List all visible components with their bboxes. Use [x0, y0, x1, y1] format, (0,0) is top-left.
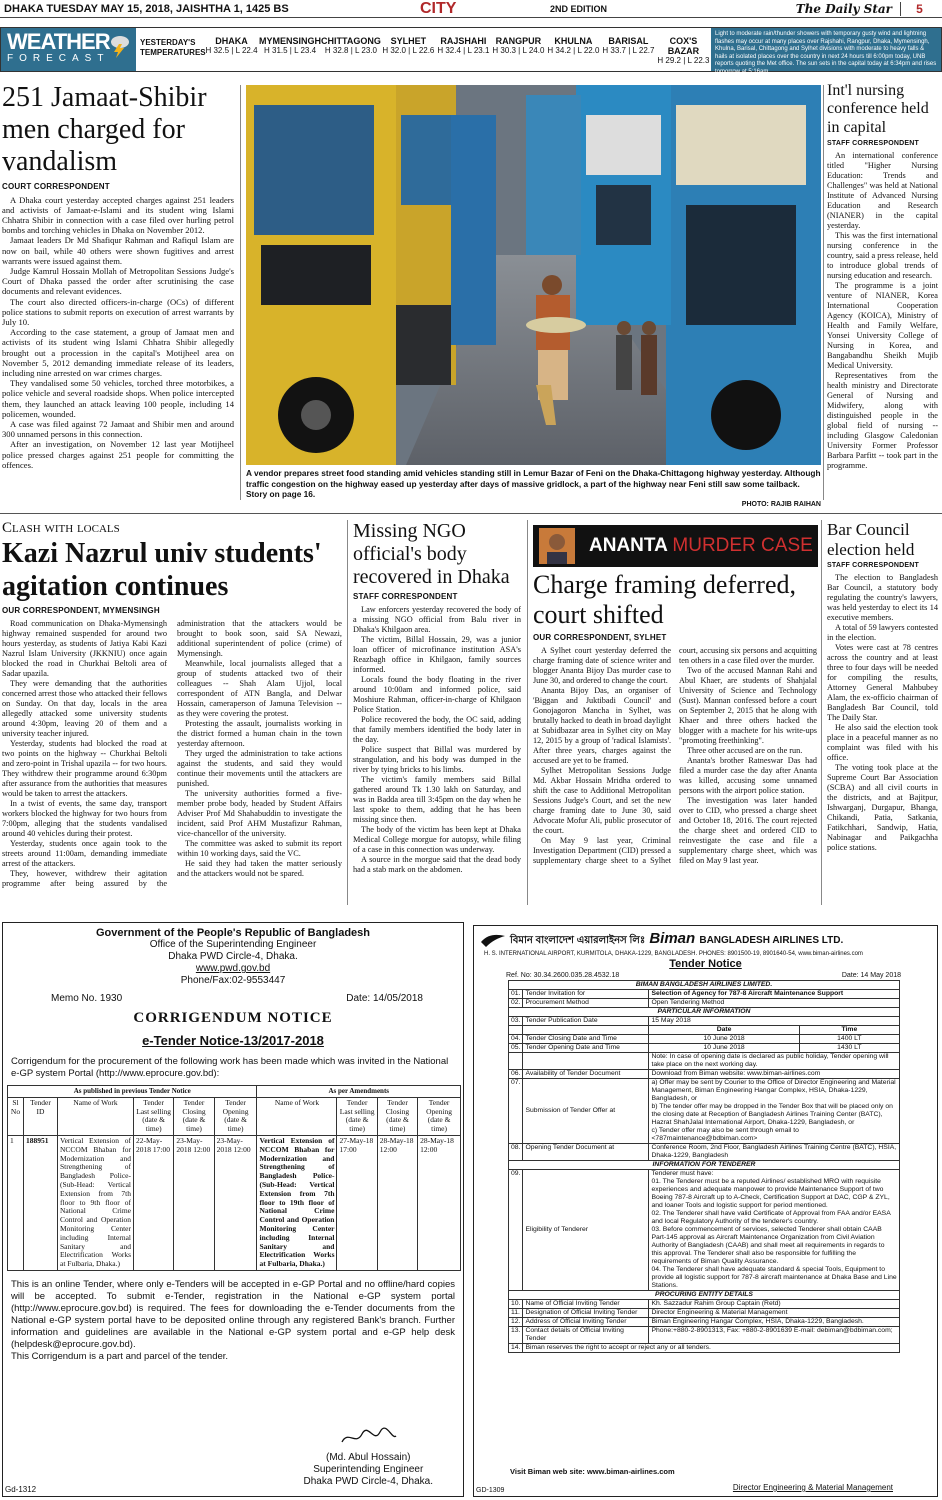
notice-title: CORRIGENDUM NOTICE	[133, 1010, 333, 1026]
newspaper-name: The Daily Star	[795, 1, 892, 16]
photo-credit: PHOTO: RAJIB RAIHAN	[741, 500, 821, 508]
weather-city: BARISAL H 33.7 | L 22.7	[602, 36, 655, 55]
banner-label: ANANTA MURDER CASE	[589, 535, 813, 556]
biman-name: বিমান বাংলাদেশ এয়ারলাইনস লিঃ Biman BANGLADESH AIRLINES LTD.	[510, 930, 844, 947]
table-row: 1 188951 Vertical Extension of NCCOM Bhaban for Modernization and Strengthening of Bangladesh Police- (Sub-Head: Vertical Extension from 7th floor to 9th floor of National Crime Control and Operation Monitoring Center including Internal Sanitary and Electrification Works at Fulbaria, Dhaka.) 22-May-2018 17:00 23-May-2018 12:00 23-May-2018 12:00 Vertical Extension of NCCOM Bhaban for Modernization and Strengthening of Bangladesh Police- (Sub-Head: Vertical Extension from 7th floor to 19th floor of National Crime Control and Operation Monitoring Center including Internal Sanitary and Electrification Works at Fulbaria, Dhaka.) 27-May-18 17:00 28-May-18 12:00 28-May-18 12:00	[8, 1135, 461, 1270]
photo-caption: A vendor prepares street food standing amid vehicles standing still in Lemur Bazar of Feni on the Dhaka-Chittagong highway yesterday. Although traffic congestion on the highway eased up yesterday after days of massive gridlock, a part of the highway near Feni still saw some tailback. Story on page 16. PHOTO: RAJIB RAIHAN	[246, 468, 821, 510]
column-rule	[347, 520, 348, 905]
issuer-block: Government of the People's Republic of Bangladesh Office of the Superintending Engineer Dhaka PWD Circle-4, Dhaka. www.pwd.gov.bd Phone/Fax:02-9553447	[3, 927, 463, 987]
story-missing-ngo-official	[353, 520, 521, 905]
kicker: Clash with locals	[2, 520, 120, 536]
page-header	[0, 0, 942, 18]
weather-city: CHITTAGONG H 32.8 | L 23.0	[321, 36, 381, 55]
weather-forecast-bar	[0, 27, 942, 75]
handwritten-signature	[338, 1426, 398, 1448]
byline: STAFF CORRESPONDENT	[827, 140, 919, 148]
weather-title: WEATHER	[7, 29, 110, 54]
weather-subtitle: FORECAST	[7, 53, 110, 64]
biman-website-link[interactable]: Visit Biman web site: www.biman-airlines.com	[510, 1467, 675, 1476]
byline: STAFF CORRESPONDENT	[827, 562, 919, 570]
notice-title: Tender Notice	[669, 958, 742, 970]
byline: OUR CORRESPONDENT, SYLHET	[533, 632, 667, 642]
weather-city: KHULNA H 34.2 | L 22.0	[547, 36, 600, 55]
headline: Int'l nursing conference held in capital	[827, 82, 929, 136]
biman-logo-icon	[480, 932, 506, 948]
article-body: An international conference titled "Higher Nursing Education: Trends and Challenges" was held at National Institute of Advanced Nursing Education and Research (NIANER) in the capital yesterday. This was the first international nursing conference in the country, said a press release, held to introduce global trends of nursing education and research. The programme is a joint venture of NIANER, Korea International Cooperation Agency (KOICA), Ministry of Health and Family Welfare, Yonsei University College of Nursing in Korea, and Bangabandhu Sheikh Mujib Medical University. Representatives from the health ministry and Directorate General of Nursing and Midwifery, along with distinguished people in the global field of nursing -- including Glasgow Caledonian University Former Professor Barbara Parfitt -- took part in the programme.	[827, 151, 938, 471]
memo-line	[3, 987, 463, 1004]
story-jamaat-shibir	[2, 82, 234, 507]
weather-logo	[1, 28, 136, 71]
portrait-photo	[539, 528, 575, 564]
highway-traffic-image	[246, 85, 821, 465]
ananta-murder-case-banner	[533, 525, 818, 567]
biman-address: H. S. INTERNATIONAL AIRPORT, KURMITOLA, DHAKA-1229, BANGLADESH. PHONES: 8901500-19, 8901640-54, www.biman-airlines.com	[484, 951, 863, 957]
dateline: DHAKA TUESDAY MAY 15, 2018, JAISHTHA 1, 1425 BS	[4, 2, 289, 15]
story-ananta-murder-case	[533, 570, 817, 910]
column-rule	[527, 520, 528, 905]
byline: STAFF CORRESPONDENT	[353, 592, 458, 601]
notice-intro: Corrigendum for the procurement of the following work has been made which was invited in the National e-GP system Portal (http://www.eprocure.gov.bd):	[11, 1056, 449, 1079]
weather-city: SYLHET H 32.0 | L 22.6	[382, 36, 435, 55]
pwd-website-link[interactable]: www.pwd.gov.bd	[195, 963, 271, 974]
news-photo-highway	[246, 85, 821, 465]
byline: COURT CORRESPONDENT	[2, 181, 110, 191]
headline: 251 Jamaat-Shibir men charged for vandalism	[2, 82, 207, 178]
headline: Bar Council election held	[827, 520, 915, 559]
byline: OUR CORRESPONDENT, MYMENSINGH	[2, 606, 160, 616]
article-body: The election to Bangladesh Bar Council, a statutory body regulating the country's lawyers, was held yesterday to elect its 14 executive members. A total of 59 lawyers contested in the election. Votes were cast at 78 centres across the country and at least three to four days will be needed for compiling the results, Attorney General Mahbubey Alam, the ex-officio chairman of Bangladesh Bar Council, told The Daily Star. He also said the election took place in a peaceful manner as no complaint was filed with his office. The voting took place at the Supreme Court Bar Association (SCBA) and all civil courts in the districts, and at Bajitpur, Ishwarganj, Durgapur, Bhanga, Chikandi, Patia, Satkania, Fatikchhari, Sandwip, Hatia, Nabinagar and Paikgachha police stations.	[827, 573, 938, 853]
section-divider	[0, 513, 942, 514]
tender-amendment-table: As published in previous Tender Notice As per Amendments Sl No Tender ID Name of Work Tender Last selling (date & time) Tender Closing (date & time) Tender Opening (date & time) Name of Work Tender Last selling (date & time) Tender Closing (date & time) Tender Opening (date & time) 1 188951 Vertical Extension of NCCOM Bhaban for Modernization and Strengthening of Bangladesh Police- (Sub-Head: Vertical Extension from 7th floor to 9th floor of National Crime Control and Operation Monitoring Center including Internal Sanitary and Electrification Works at Fulbaria, Dhaka.) 22-May-2018 17:00 23-May-2018 12:00 23-May-2018 12:00 Vertical Extension of NCCOM Bhaban for Modernization and Strengthening of Bangladesh Police- (Sub-Head: Vertical Extension from 7th floor to 19th floor of National Crime Control and Operation Monitoring Center including Internal Sanitary and Electrification Works at Fulbaria, Dhaka.) 27-May-18 17:00 28-May-18 12:00 28-May-18 12:00	[7, 1085, 461, 1271]
headline: Kazi Nazrul univ students' agitation continues	[2, 538, 322, 603]
article-body: A Sylhet court yesterday deferred the charge framing date of science writer and blogger Ananta Bijoy Das murder case to June 30, and ordered to change the court. Ananta Bijoy Das, an organiser of 'Biggan and Juktibadi Council' and Gonojagoron Mancha in Sylhet, was brutally hacked to death in broad daylight at Subidbazar area in Sylhet city on May 12, 2015 by a group of 'radical Islamists'. After three years, charges against the accused are yet to be framed. Sylhet Metropolitan Sessions Judge Md. Akbar Hossain Mridha ordered to shift the case to Additional Metropolitan Sessions Judge's Court, and set the new charge framing date to June 30, said Advocate Mofur Ali, public prosecutor of the court. On May 9 last year, Criminal Investigation Department (CID) pressed a supplementary charge sheet to a Sylhet court, accusing six persons and acquitting ten others in a case filed over the murder. Two of the accused Mannan Rahi and Abul Khaer, are students of Shahjalal University of Science and Technology (Sust). Mannan confessed before a court on September 2, 2015 that he along with Khaer and three others hacked the blogger with a machete for his write-ups "promoting freethinking". Three other accused are on the run. Ananta's brother Ratneswar Das had filed a murder case the day after Ananta was killed, accusing some unnamed persons with the airport police station. The investigation was later handed over to CID, who pressed a charge sheet and October 18, 2016. The court rejected the charge sheet and ordered CID to reinvestigate the case and file a supplementary charge sheet, which was filed on May 9 last year.	[533, 645, 817, 865]
weather-city: COX'S BAZAR H 29.2 | L 22.3	[657, 36, 710, 65]
weather-label: YESTERDAY'S TEMPERATURES	[140, 38, 206, 57]
weather-city: DHAKA H 32.5 | L 22.4	[205, 36, 258, 55]
story-kazi-nazrul	[2, 520, 342, 905]
tender-notice-number: e-Tender Notice-13/2017-2018	[142, 1033, 324, 1048]
article-body: Law enforcers yesterday recovered the body of a missing NGO official from Balu river in Dhaka's Khilgaon area. The victim, Billal Hossain, 29, was a junior loan officer of microfinance institution ASA's Reazbagh office in Khilgaon, family sources informed. Locals found the body floating in the river around 10:00am and informed police, said Moshiure Rahman, officer-in-charge of Khilgaon Police Station. Police recovered the body, the OC said, adding that family members identified the body later in the day. Police suspect that Billal was murdered by strangulation, and his body was dumped in the river by tying bricks to his limbs. The victim's family members said Billal gathered around Tk 1.30 lakh on Saturday, and was in Badda area till 3:45pm on the day when he last spoke to them, adding that he has been missing since then. The body of the victim has been kept at Dhaka Medical College morgue for autopsy, while filing of a case in this connection was underway. A source in the morgue said that the dead body had a stab mark on the abdomen.	[353, 605, 521, 874]
notice-terms: This is an online Tender, where only e-Tenders will be accepted in e-GP Portal and no offline/hard copies will be accepted. To submit e-Tender, registration in the National e-GP system portal (http://www.eprocure.gov.bd) is required. The fees for downloading the e-Tender documents from the National e-GP system portal have to be deposited online through any registered Bank's branch. Further information and guidelines are available in the National e-GP system portal and e-GP help desk (helpdesk@eprocure.gov.bd). This Corrigendum is a part and parcel of the tender.	[11, 1278, 455, 1362]
weather-city: RAJSHAHI H 32.4 | L 23.1	[437, 36, 490, 55]
article-body: A Dhaka court yesterday accepted charges against 251 leaders and activists of Jamaat-e-Islami and its student wing Islami Chhatra Shibir in connection with a case filed over hurling petrol bombs and torching vehicles in Dhaka on November 2012. Jamaat leaders Dr Md Shafiqur Rahman and Rafiqul Islam are now on bail, while 40 others were shown fugitives and arrest warrants were issued against them. Judge Kamrul Hossain Mollah of Metropolitan Sessions Judge's Court of Dhaka passed the order after scrutinising the case documents and relevant evidences. The court also directed officers-in-charge (OCs) of different police stations to submit reports on execution of arrest warrants by July 10. According to the case statement, a group of Jamaat men and activists of its student wing Islami Chhatra Shibir allegedly brought out a procession in the capital's Motijheel area on November 5, 2012 demanding immediate release of its leaders, including nine arrested on war crimes charges. They vandalised some 50 vehicles, torched three motorbikes, a police vehicle and several roadside shops. When police intercepted them, they launched an attack leaving 100 people, including 14 policemen, wounded. A case was filed against 72 Jamaat and Shibir men and around 300 unnamed persons in this connection. After an investigation, on November 12 last year Motijheel police pressed charges against 251 people for committing the offences.	[2, 194, 234, 470]
article-body: Road communication on Dhaka-Mymensingh highway remained suspended for around two hours yesterday, as students of Jatiya Kabi Kazi Nazrul Islam University (JKKNIU) once again blocked the road in Churkhai Beltoli area of Sadar upazila. They were demanding that the authorities concerned arrest those who attacked their fellows on Sunday. On that day, locals in the area allegedly attacked some university students around 4:30pm, leaving 20 of them and a university teacher injured. Yesterday, students had blocked the road at two points on the highway -- Churkhai Beltoli and zero-point in Trishal upazila -- for two hours. They withdrew their programme around 6:30pm after assurance from the authorities that measures would be taken to arrest the attackers. In a twist of events, the same day, transport workers blocked the highway for two hours from 7:00pm, alleging that the students vandalised around 40 vehicles during their protest. Yesterday, students once again took to the streets around 11:00am, demanding immediate arrest of the attackers. They, however, withdrew their agitation programme after being assured by the administration that the attackers would be brought to book soon, said SA Newazi, additional superintendent of police (crime) of Mymensingh. Meanwhile, local journalists alleged that a group of students attacked two of their colleagues -- Shah Alam Ujjol, local correspondent of ATN Bangla, and Delwar Hossain, cameraperson of Jamuna Television -- as they were covering the protest. Protesting the assault, journalists working in the district formed a human chain in the town yesterday afternoon. They urged the administration to take actions against the students, and said they would continue their movements until the attackers are punished. The university authorities formed a five-member probe body, headed by Student Affairs Adviser Prof Md Shahabuddin to investigate the incident, said Prof AHM Mustafizur Rahman, vice-chancellor of the university. The committee was asked to submit its report within 10 working days, said the VC. He said they had taken the matter seriously and the attackers would not be spared.	[2, 619, 342, 889]
biman-tender-notice	[473, 925, 938, 1497]
reference-line: Ref. No: 30.34.2600.035.28.4532.18 Date: 14 May 2018	[506, 972, 901, 979]
headline: Missing NGO official's body recovered in Dhaka	[353, 520, 510, 588]
column-rule	[823, 85, 824, 500]
memo-number: Memo No. 1930	[51, 993, 123, 1004]
pwd-corrigendum-notice	[2, 922, 464, 1497]
issuer-designation: Director Engineering & Material Management	[732, 1483, 893, 1492]
ad-code: Gd-1312	[5, 1485, 37, 1494]
biman-header	[474, 926, 937, 950]
section-name: CITY	[420, 0, 457, 17]
weather-city: MYMENSINGH H 31.5 | L 23.4	[259, 36, 322, 55]
column-rule	[821, 520, 822, 905]
story-bar-council-election	[827, 520, 938, 905]
tender-details-table: BIMAN BANGLADESH AIRLINES LIMITED. 01. Tender Invitation for Selection of Agency for 787-8 Aircraft Maintenance Support 02. Procurement Method Open Tendering Method PARTICULAR INFORMATION 03. Tender Publication Date 15 May 2018 Date Time 04. Tender Closing Date and Time 10 June 2018 1400 LT 05. Tender Opening Date and Time 10 June 2018 1430 LT Note: In case of opening date is declared as public holiday, Tender opening will take place on the next working day. 06. Availability of Tender Document Download from Biman website: www.biman-airlines.com 07. Submission of Tender Offer at a) Offer may be sent by Courier to the Office of Director Engineering and Material Management, Biman Engineering Hangar Complex, HSIA, Dhaka-1229, Bangladesh, or b) The tender offer may be dropped in the Tender Box that will be placed only on the closing date at Reception of Bangladesh Airlines Training Center (BATC), Hazrat ShahJalal International Airport, Dhaka-1229, Bangladesh, or c) Tender offer may also be sent through email to <787maintenance@bdbiman.com> 08. Opening Tender Document at Conference Room, 2nd Floor, Bangladesh Airlines Training Centre (BATC), HSIA, Dhaka-1229, Bangladesh INFORMATION FOR TENDERER 09. Eligibility of Tenderer Tenderer must have: 01. The Tenderer must be a reputed Airlines/ established MRO with requisite experiences and adequate manpower to provide Maintenance Support of two Boeing 787-8 Aircraft up to A-Check, Certification Support at DAC, CGP & ZYL, and loaner Tools and logistic support for period mentioned. 02. The Tenderer shall have valid Certificate of Approval from FAA and/or EASA and local Regulatory Authority of the tenderer's country. 03. Before commencement of services, selected Tenderer shall obtain CAAB Part-145 approval as Aircraft Maintenance Organization from Civil Aviation Authority of Bangladesh (CAAB) and shall meet all requirements in regards to this approval. The Tenderer shall also be responsible for fulfilling the requirements of Biman Quality Assurance. 04. The Tenderer shall have adequate standard & special Tools, Equipment to provide all logistic support for 787-8 aircraft maintenance at Dhaka Base and Line Stations. PROCURING ENTITY DETAILS 10. Name of Official Inviting Tender Kh. Sazzadur Rahim Group Captain (Retd) 11. Designation of Official Inviting Tender Director Engineering & Material Management 12. Address of Official Inviting Tender Biman Engineering Hangar Complex, HSIA, Dhaka-1229, Bangladesh. 13. Contact details of Official Inviting Tender Phone:+880-2-8901313, Fax: +880-2-8901639 E-mail: debiman@bdbiman.com; 14. Biman reserves the right to accept or reject any or all tenders.	[508, 980, 900, 1353]
ad-code: GD-1309	[476, 1487, 505, 1494]
storm-cloud-icon	[110, 34, 130, 58]
weather-cities	[204, 28, 711, 71]
memo-date: Date: 14/05/2018	[346, 993, 423, 1004]
story-nursing-conference	[827, 82, 938, 507]
column-rule	[240, 85, 241, 500]
signature-block: (Md. Abul Hossain) Superintending Engineer Dhaka PWD Circle-4, Dhaka.	[304, 1426, 433, 1488]
headline: Charge framing deferred, court shifted	[533, 570, 797, 629]
edition-label: 2ND EDITION	[550, 3, 608, 14]
page-number: 5	[900, 2, 938, 16]
weather-note: Light to moderate rain/thunder showers with temporary gusty wind and lightning flashes may occur at many places over Rajshahi, Rangpur, Dhaka, Mymensingh, Khulna, Barisal, Chittagong and Sylhet divisions with moderate to heavy falls & hails at isolated places over the country in next 24 hours till 6:00pm today, UNB reports quoting the Met office. The sun sets in the capital today at 6:34pm and rises tomorrow at 5:16am.	[711, 28, 941, 71]
weather-city: RANGPUR H 30.3 | L 24.0	[492, 36, 545, 55]
